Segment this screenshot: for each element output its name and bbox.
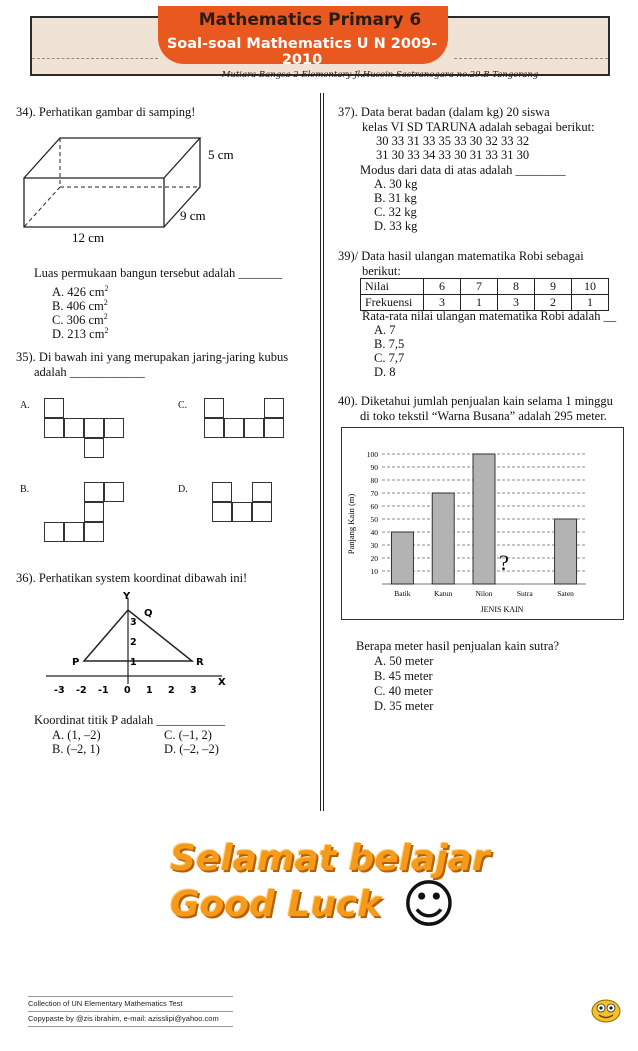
q35-stem2: adalah ____________ [34, 365, 145, 379]
q36-question: Koordinat titik P adalah ___________ [34, 713, 226, 727]
y-tick: 3 [130, 617, 137, 628]
chart-y-tick: 40 [370, 528, 378, 537]
q39-option-b: B. 7,5 [374, 337, 405, 351]
q37-question: Modus dari data di atas adalah ________ [360, 163, 566, 177]
x-axis-label: X [218, 677, 226, 688]
table-cell: 6 [424, 279, 461, 295]
sutra-unknown-mark: ? [499, 550, 509, 575]
x-tick: 2 [168, 685, 175, 696]
net-option-d [212, 482, 282, 526]
q39-question: Rata-rata nilai ulangan matematika Robi adalah __ [362, 309, 617, 323]
table-cell: 8 [498, 279, 535, 295]
chart-category-label: Saten [557, 589, 574, 598]
q39-option-c: C. 7,7 [374, 351, 405, 365]
q39-frequency-table [360, 278, 609, 311]
y-axis-label: Y [123, 591, 131, 602]
closing-line-1: Selamat belajar [170, 838, 490, 879]
table-row [361, 279, 609, 295]
chart-category-label: Batik [394, 589, 411, 598]
table-cell: 9 [535, 279, 572, 295]
chart-bar-batik [391, 532, 413, 584]
q40-option-b: B. 45 meter [374, 669, 433, 683]
q39-stem2: berikut: [362, 264, 401, 278]
point-p-label: P [72, 657, 80, 668]
chart-bar-saten [555, 519, 577, 584]
x-tick: -3 [54, 685, 65, 696]
q39-stem: 39)/ Data hasil ulangan matematika Robi sebagai [338, 249, 584, 263]
q35-stem: 35). Di bawah ini yang merupakan jaring-jaring kubus [16, 350, 289, 364]
q36-coordinate-figure [40, 588, 240, 700]
table-cell: 10 [572, 279, 609, 295]
dim-height: 5 cm [208, 147, 234, 162]
closing-message [170, 836, 490, 935]
q36-option-b: B. (–2, 1) [52, 742, 100, 756]
footer-line-2: Copypaste by @zis ibrahim, e-mail: azisslipi@yahoo.com [28, 1014, 219, 1023]
q37-option-d: D. 33 kg [374, 219, 418, 233]
q34-question: Luas permukaan bangun tersebut adalah _______ [34, 266, 283, 280]
footer-line-1: Collection of UN Elementary Mathematics Test [28, 999, 183, 1008]
chart-y-tick: 80 [370, 476, 378, 485]
q37-option-b: B. 31 kg [374, 191, 417, 205]
table-cell: Frekuensi [361, 295, 424, 311]
table-cell: Nilai [361, 279, 424, 295]
q37-option-c: C. 32 kg [374, 205, 417, 219]
net-a-label: A. [20, 400, 30, 411]
chart-y-tick: 20 [370, 554, 378, 563]
chart-bar-nilon [473, 454, 495, 584]
x-tick: -1 [98, 685, 109, 696]
q37-data-row2: 31 30 33 34 33 30 31 33 31 30 [376, 148, 530, 162]
q39-option-d: D. 8 [374, 365, 396, 379]
q34-stem: 34). Perhatikan gambar di samping! [16, 105, 196, 119]
q37-option-a: A. 30 kg [374, 177, 418, 191]
mascot-icon [590, 996, 622, 1024]
net-option-a [44, 398, 134, 462]
page-header [30, 6, 610, 84]
net-option-c [204, 398, 294, 442]
chart-ylabel: Panjang Kain (m) [346, 493, 356, 555]
q40-option-d: D. 35 meter [374, 699, 434, 713]
q37-stem2: kelas VI SD TARUNA adalah sebagai berikut: [362, 120, 595, 134]
table-cell: 3 [424, 295, 461, 311]
closing-line-2: Good Luck [170, 884, 382, 925]
q36-stem: 36). Perhatikan system koordinat dibawah ini! [16, 571, 248, 585]
table-cell: 2 [535, 295, 572, 311]
q34-option-b: B. 406 $cm^2$ [52, 298, 108, 314]
chart-xlabel: JENIS KAIN [480, 605, 524, 614]
chart-category-label: Nilon [475, 589, 493, 598]
table-cell: 7 [461, 279, 498, 295]
table-cell: 3 [498, 295, 535, 311]
chart-y-tick: 90 [370, 463, 378, 472]
dim-depth: 9 cm [180, 208, 206, 223]
q34-option-c: C. 306 $cm^2$ [52, 312, 108, 328]
q40-bar-chart [342, 428, 623, 619]
net-c-label: C. [178, 400, 188, 411]
page-footer [28, 996, 608, 1027]
x-tick: 0 [124, 685, 131, 696]
q34-option-a: A. 426 $cm^2$ [52, 284, 109, 300]
header-title: Mathematics Primary 6 [198, 10, 422, 30]
column-divider [320, 93, 324, 811]
chart-y-tick: 50 [370, 515, 378, 524]
chart-y-tick: 60 [370, 502, 378, 511]
net-b-label: B. [20, 484, 30, 495]
chart-y-tick: 70 [370, 489, 378, 498]
net-option-b [44, 482, 134, 546]
x-tick: 3 [190, 685, 197, 696]
q39-option-a: A. 7 [374, 323, 396, 337]
point-r-label: R [196, 657, 204, 668]
cuboid-top-edge [24, 138, 200, 178]
x-tick: 1 [146, 685, 153, 696]
x-tick: -2 [76, 685, 87, 696]
dim-length: 12 cm [72, 230, 105, 245]
q40-option-c: C. 40 meter [374, 684, 433, 698]
q40-stem: 40). Diketahui jumlah penjualan kain selama 1 minggu [338, 394, 613, 408]
cuboid-front-face [24, 178, 164, 227]
chart-category-label: Katun [434, 589, 453, 598]
table-cell: 1 [461, 295, 498, 311]
chart-bar-katun [432, 493, 454, 584]
y-tick: 1 [130, 657, 137, 668]
q40-option-a: A. 50 meter [374, 654, 434, 668]
point-q-label: Q [144, 608, 153, 619]
q36-option-c: C. (–1, 2) [164, 728, 212, 742]
y-tick: 2 [130, 637, 137, 648]
cuboid-hidden-edges [60, 138, 200, 187]
chart-category-label: Sutra [516, 589, 533, 598]
chart-y-tick: 10 [370, 567, 378, 576]
header-subtitle: Soal-soal Mathematics U N 2009-2010 [166, 36, 438, 68]
q37-data-row1: 30 33 31 33 35 33 30 32 33 32 [376, 134, 530, 148]
q37-stem: 37). Data berat badan (dalam kg) 20 siswa [338, 105, 550, 119]
chart-y-tick: 100 [366, 450, 378, 459]
q34-cuboid-figure [14, 124, 254, 246]
q36-option-a: A. (1, –2) [52, 728, 101, 742]
q40-stem2: di toko tekstil “Warna Busana” adalah 295 meter. [360, 409, 607, 423]
net-d-label: D. [178, 484, 188, 495]
q40-chart-frame [341, 427, 624, 620]
q40-question: Berapa meter hasil penjualan kain sutra? [356, 639, 560, 653]
triangle-pqr [84, 610, 192, 661]
smiley-icon: ☺ [401, 875, 456, 935]
q36-option-d: D. (–2, –2) [164, 742, 219, 756]
chart-y-tick: 30 [370, 541, 378, 550]
header-school: Mutiara Bangsa 2 Elementary Jl.Husein Sastranegara no.29.B Tangerang [221, 70, 539, 80]
q34-option-d: D. 213 $cm^2$ [52, 326, 109, 342]
table-cell: 1 [572, 295, 609, 311]
